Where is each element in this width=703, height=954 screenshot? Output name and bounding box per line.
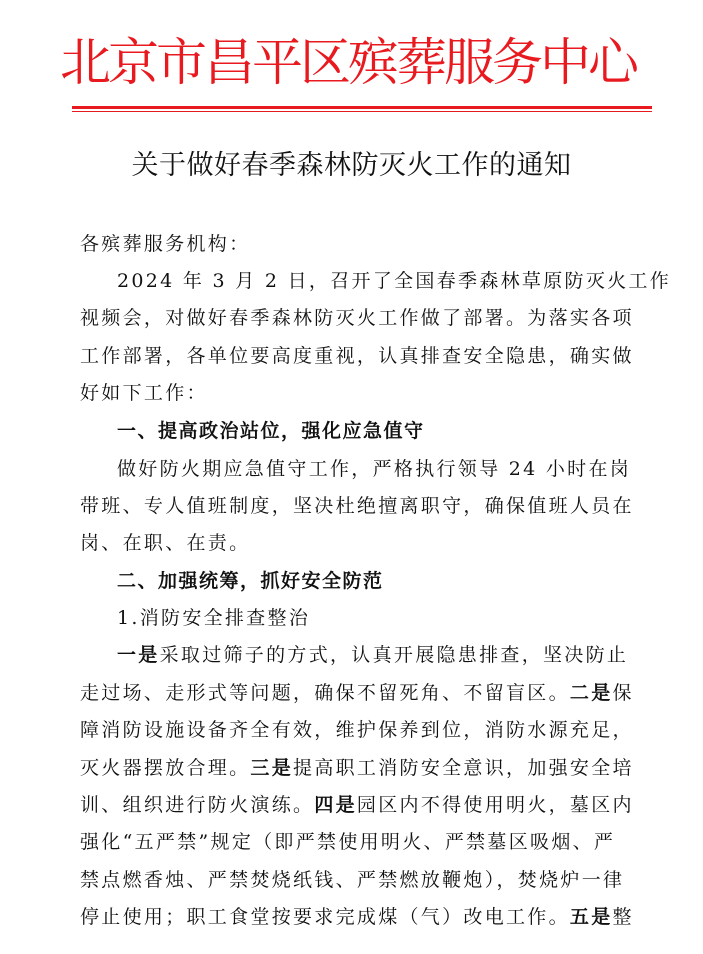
intro-line-2: 视频会，对做好春季森林防灭火工作做了部署。为落实各项 [80, 307, 634, 329]
section2-line-5 [80, 790, 634, 820]
section2-heading: 二、加强统筹，抓好安全防范 [117, 570, 384, 592]
section2-line-8 [80, 902, 634, 932]
section2-line-4 [80, 753, 634, 783]
section2-line-1-text: 采取过筛子的方式，认真开展隐患排查，坚决防止 [159, 644, 629, 666]
section1-line-3: 岗、在职、在责。 [80, 532, 251, 554]
section1-line-1: 做好防火期应急值守工作，严格执行领导 24 小时在岗 [117, 458, 632, 480]
section2-line-3: 障消防设施设备齐全有效，维护保养到位，消防水源充足， [80, 719, 634, 741]
org-letterhead: 北京市昌平区殡葬服务中心 [60, 34, 637, 93]
keyword-fifth: 五是 [569, 906, 613, 928]
letterhead-rule-thin [72, 111, 652, 112]
section2-line-8-text: 停止使用；职工食堂按要求完成煤（气）改电工作。 [80, 906, 570, 928]
keyword-second: 二是 [569, 682, 613, 704]
section2-line-5-text: 训、组织进行防火演练。 [80, 794, 315, 816]
section2-line-6: 强化“五严禁”规定（即严禁使用明火、严禁墓区吸烟、严 [80, 831, 616, 853]
section2-subheading: 1.消防安全排查整治 [117, 607, 311, 629]
letterhead-rule-thick [72, 106, 652, 109]
keyword-third: 三是 [250, 757, 294, 779]
intro-line-4: 好如下工作： [80, 382, 208, 404]
intro-line-3: 工作部署，各单位要高度重视，认真排查安全隐患，确实做 [80, 345, 634, 367]
keyword-first: 一是 [117, 644, 160, 666]
intro-line-1: 2024 年 3 月 2 日，召开了全国春季森林草原防灭火工作 [117, 270, 672, 292]
section2-line-1 [117, 640, 628, 670]
keyword-fourth: 四是 [314, 794, 357, 816]
section2-line-2-tail: 保 [612, 682, 634, 704]
section2-line-2-text: 走过场、走形式等问题，确保不留死角、不留盲区。 [80, 682, 570, 704]
section2-line-2 [80, 678, 634, 708]
salutation: 各殡葬服务机构： [80, 233, 251, 255]
section2-line-5-tail: 园区内不得使用明火，墓区内 [356, 794, 634, 816]
section2-line-7: 禁点燃香烛、严禁焚烧纸钱、严禁燃放鞭炮），焚烧炉一律 [80, 869, 625, 891]
section1-heading: 一、提高政治站位，强化应急值守 [117, 420, 425, 442]
section2-line-8-tail: 整 [612, 906, 634, 928]
section2-line-4-text: 灭火器摆放合理。 [80, 757, 251, 779]
document-title: 关于做好春季森林防灭火工作的通知 [131, 150, 572, 181]
section1-line-2: 带班、专人值班制度，坚决杜绝擅离职守，确保值班人员在 [80, 495, 634, 517]
section2-line-4-tail: 提高职工消防安全意识，加强安全培 [293, 757, 634, 779]
